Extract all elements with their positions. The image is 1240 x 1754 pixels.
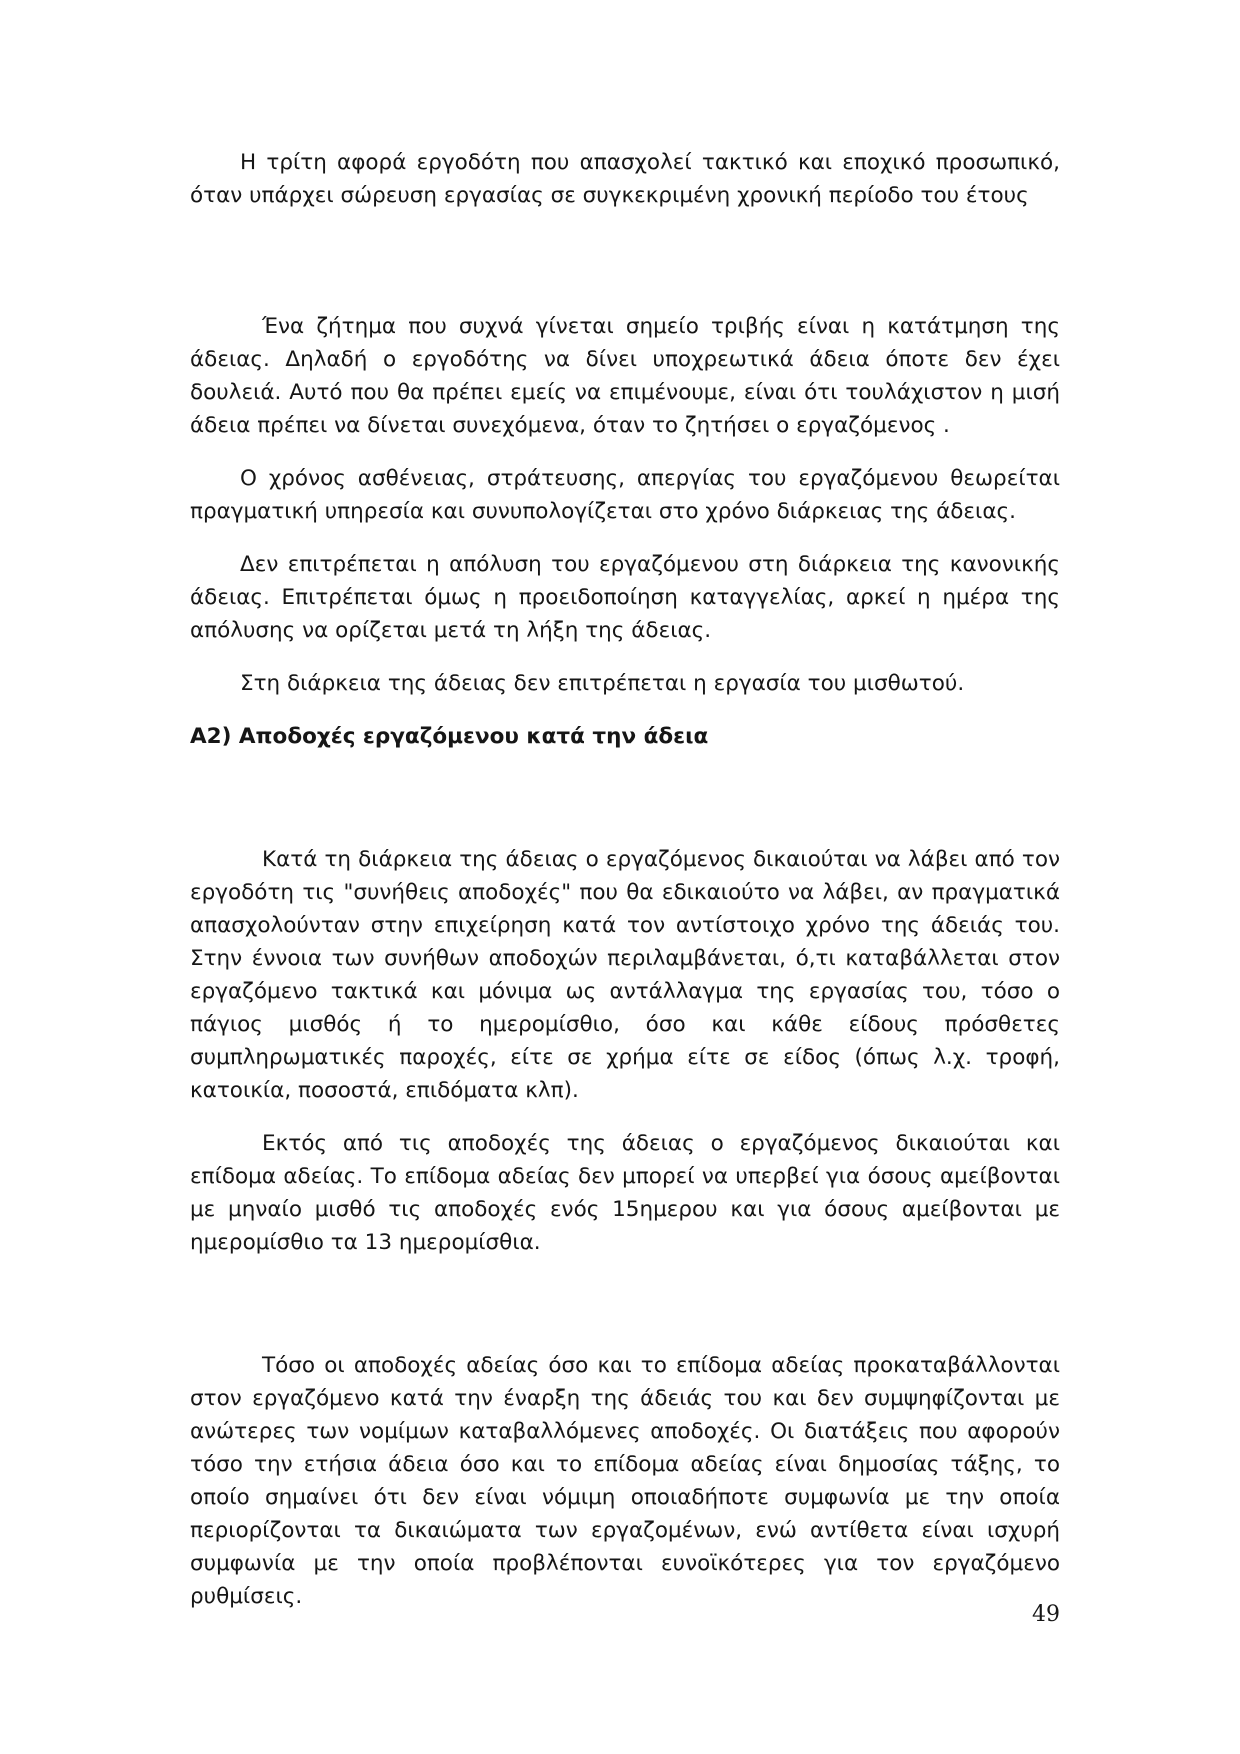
paragraph-leave-allowance: Εκτός από τις αποδοχές της άδειας ο εργαζόμενος δικαιούται και επίδομα αδείας. Το επίδομα αδείας δεν μπορεί να υπερβεί για όσους αμείβονται με μηναίο μισθό τις αποδοχές ενός 15ημερου και για όσους αμείβονται με ημερομίσθιο τα 13 ημερομίσθια. bbox=[190, 1131, 1060, 1255]
paragraph-leave-splitting: Ένα ζήτημα που συχνά γίνεται σημείο τριβής είναι η κατάτμηση της άδειας. Δηλαδή ο εργοδότης να δίνει υποχρεωτικά άδεια όποτε δεν έχει δουλειά. Αυτό που θα πρέπει εμείς να επιμένουμε, είναι ότι τουλάχιστον η μισή άδεια πρέπει να δίνεται συνεχόμενα, όταν το ζητήσει ο εργαζόμενος . bbox=[190, 314, 1060, 438]
paragraph-third-case: Η τρίτη αφορά εργοδότη που απασχολεί τακτικό και εποχικό προσωπικό, όταν υπάρχει σώρευση εργασίας σε συγκεκριμένη χρονική περίοδο του έτους bbox=[190, 150, 1060, 208]
document-body bbox=[190, 146, 1060, 1613]
paragraph-usual-pay: Κατά τη διάρκεια της άδειας ο εργαζόμενος δικαιούται να λάβει από τον εργοδότη τις "συνήθεις αποδοχές" που θα εδικαιούτο να λάβει, αν πραγματικά απασχολούνταν στην επιχείρηση κατά τον αντίστοιχο χρόνο της άδειάς του. Στην έννοια των συνήθων αποδοχών περιλαμβάνεται, ό,τι καταβάλλεται στον εργαζόμενο τακτικά και μόνιμα ως αντάλλαγμα της εργασίας του, τόσο ο πάγιος μισθός ή το ημερομίσθιο, όσο και κάθε είδους πρόσθετες συμπληρωματικές παροχές, είτε σε χρήμα είτε σε είδος (όπως λ.χ. τροφή, κατοικία, ποσοστά, επιδόματα κλπ). bbox=[190, 847, 1060, 1103]
page-number: 49 bbox=[1032, 1602, 1060, 1627]
paragraph-advance-payment: Τόσο οι αποδοχές αδείας όσο και το επίδομα αδείας προκαταβάλλονται στον εργαζόμενο κατά την έναρξη της άδειάς του και δεν συμψηφίζονται με ανώτερες των νομίμων καταβαλλόμενες αποδοχές. Οι διατάξεις που αφορούν τόσο την ετήσια άδεια όσο και το επίδομα αδείας είναι δημοσίας τάξης, το οποίο σημαίνει ότι δεν είναι νόμιμη οποιαδήποτε συμφωνία με την οποία περιορίζονται τα δικαιώματα των εργαζομένων, ενώ αντίθετα είναι ισχυρή συμφωνία με την οποία προβλέπονται ευνοϊκότερες για τον εργαζόμενο ρυθμίσεις. bbox=[190, 1353, 1060, 1609]
section-heading: Α2) Αποδοχές εργαζόμενου κατά την άδεια bbox=[190, 724, 709, 749]
paragraph-dismissal: Δεν επιτρέπεται η απόλυση του εργαζόμενου στη διάρκεια της κανονικής άδειας. Επιτρέπεται όμως η προειδοποίηση καταγγελίας, αρκεί η ημέρα της απόλυσης να ορίζεται μετά τη λήξη της άδειας. bbox=[190, 552, 1060, 643]
paragraph-sick-time: Ο χρόνος ασθένειας, στράτευσης, απεργίας του εργαζόμενου θεωρείται πραγματική υπηρεσία και συνυπολογίζεται στο χρόνο διάρκειας της άδειας. bbox=[190, 466, 1060, 524]
paragraph-no-work: Στη διάρκεια της άδειας δεν επιτρέπεται η εργασία του μισθωτού. bbox=[240, 671, 965, 696]
